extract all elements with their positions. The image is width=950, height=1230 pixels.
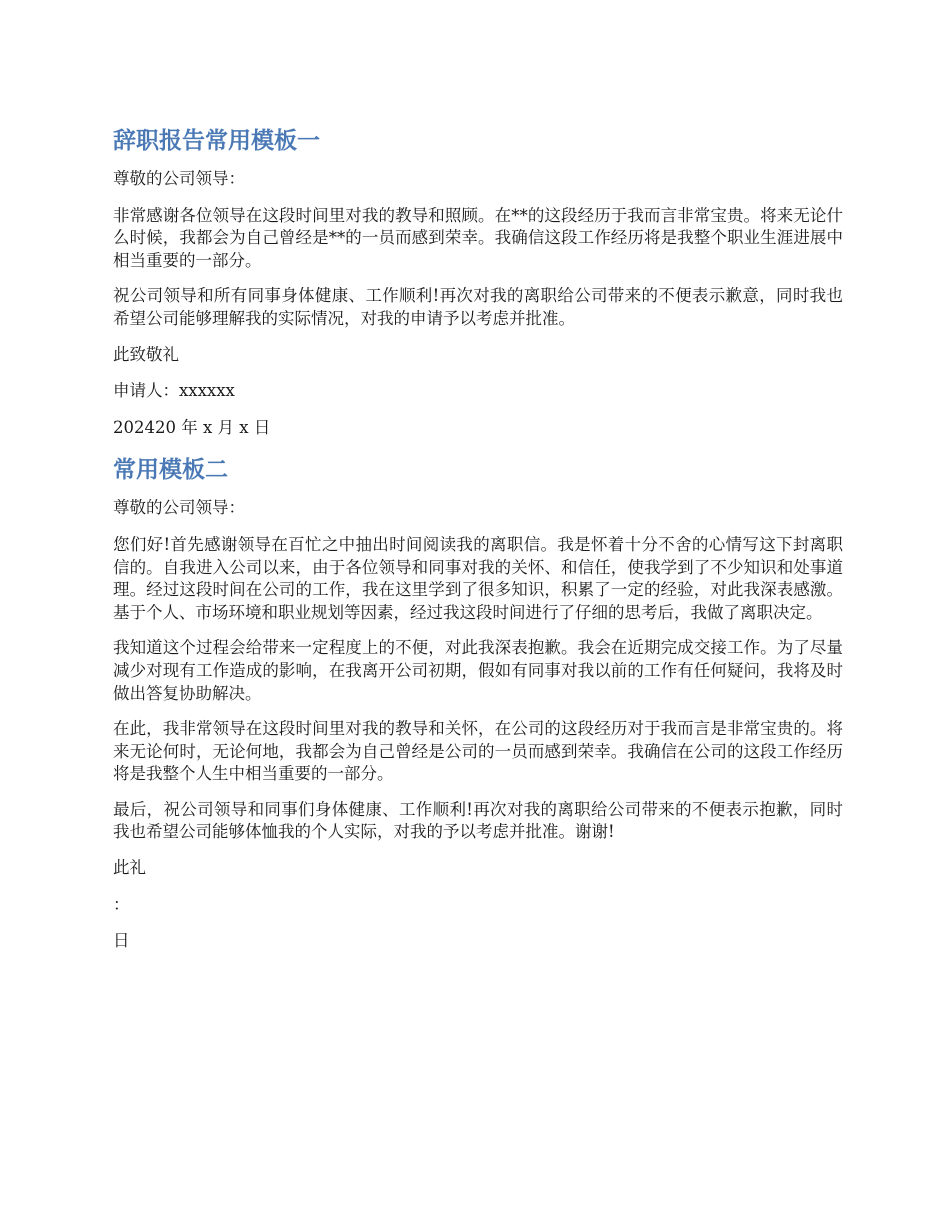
section1-paragraph: 非常感谢各位领导在这段时间里对我的教导和照顾。在**的这段经历于我而言非常宝贵。将来无论什么时候，我都会为自己曾经是**的一员而感到荣幸。我确信这段工作经历将是我整个职业生涯进展中相当重要的一部分。	[113, 205, 843, 270]
section2-title: 常用模板二	[113, 457, 228, 484]
section1-title: 辞职报告常用模板一	[113, 128, 320, 154]
section2-salutation: 尊敬的公司领导：	[113, 498, 245, 518]
section2-paragraph: 我知道这个过程会给带来一定程度上的不便，对此我深表抱歉。我会在近期完成交接工作。为了尽量减少对现有工作造成的影响，在我离开公司初期，假如有同事对我以前的工作有任何疑问，我将及时做出答复协助解决。	[113, 638, 843, 703]
section1-salutation: 尊敬的公司领导：	[113, 169, 245, 188]
section1-applicant: 申请人：xxxxxx	[113, 381, 235, 401]
section2-date-line: 日	[113, 931, 130, 951]
section2-paragraph: 您们好!首先感谢领导在百忙之中抽出时间阅读我的离职信。我是怀着十分不舍的心情写这下封离职信的。自我进入公司以来，由于各位领导和同事对我的关怀、和信任，使我学到了不少知识和处事道理。经过这段时间在公司的工作，我在这里学到了很多知识，积累了一定的经验，对此我深表感激。基于个人、市场环境和职业规划等因素，经过我这段时间进行了仔细的思考后，我做了离职决定。	[113, 534, 843, 622]
section2-signature-line: ：	[113, 894, 130, 914]
section2-paragraph: 最后，祝公司领导和同事们身体健康、工作顺利!再次对我的离职给公司带来的不便表示抱歉，同时我也希望公司能够体恤我的个人实际，对我的予以考虑并批准。谢谢!	[113, 799, 843, 842]
document-page	[113, 124, 843, 967]
section1-closing: 此致敬礼	[113, 344, 179, 364]
section1-paragraph: 祝公司领导和所有同事身体健康、工作顺利!再次对我的离职给公司带来的不便表示歉意，同时我也希望公司能够理解我的实际情况，对我的申请予以考虑并批准。	[113, 286, 843, 328]
section1-date: 202420 年 x 月 x 日	[113, 417, 271, 437]
section2-paragraph: 在此，我非常领导在这段时间里对我的教导和关怀，在公司的这段经历对于我而言是非常宝贵的。将来无论何时，无论何地，我都会为自己曾经是公司的一员而感到荣幸。我确信在公司的这段工作经历将是我整个人生中相当重要的一部分。	[113, 719, 843, 784]
section2-closing: 此礼	[113, 858, 146, 878]
